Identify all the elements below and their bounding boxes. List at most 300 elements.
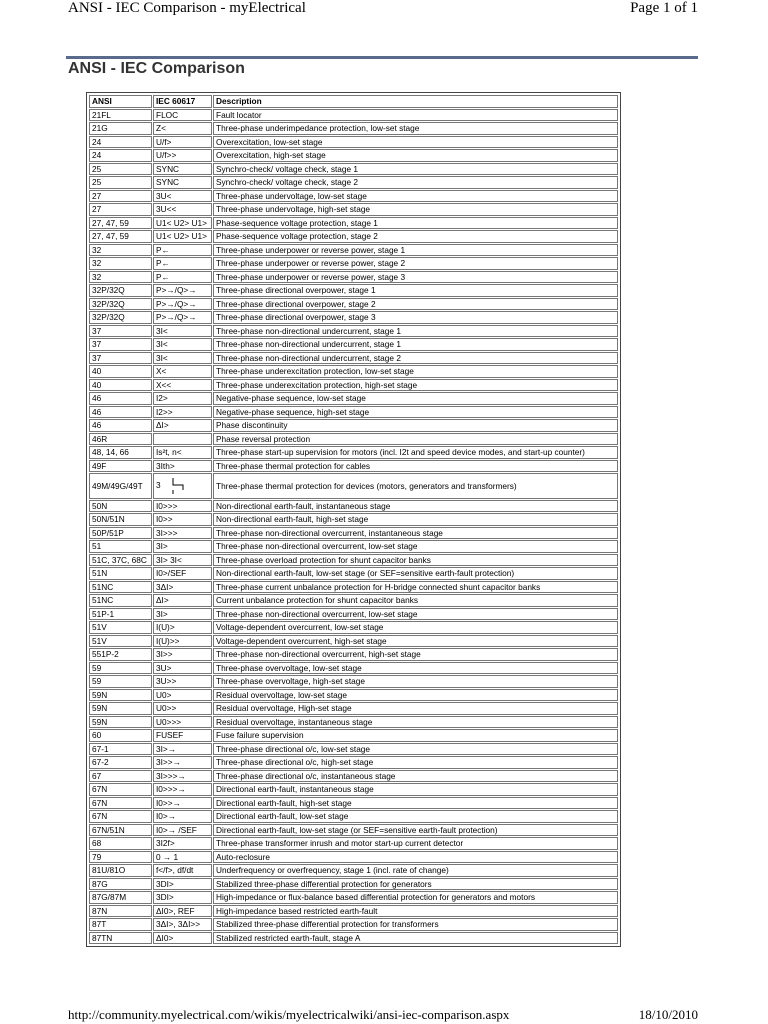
table-row <box>89 729 618 742</box>
cell-ansi <box>89 271 152 284</box>
cell-iec-text: 3U> <box>156 662 172 673</box>
cell-ansi <box>89 837 152 850</box>
cell-iec <box>153 824 212 837</box>
cell-iec-text: 3ΔI> <box>156 581 174 592</box>
cell-description <box>213 217 618 230</box>
cell-description-text: Three-phase overvoltage, high-set stage <box>216 676 365 686</box>
table-row <box>89 257 618 270</box>
cell-ansi-text: 67-2 <box>92 757 109 767</box>
table-row <box>89 338 618 351</box>
cell-iec-text: X<< <box>156 379 172 390</box>
cell-ansi <box>89 325 152 338</box>
cell-ansi <box>89 244 152 257</box>
cell-description <box>213 325 618 338</box>
table-row <box>89 379 618 392</box>
table-row <box>89 176 618 189</box>
cell-description <box>213 918 618 931</box>
cell-iec-text: 3I2f> <box>156 838 175 848</box>
cell-iec-text: I(U)> <box>156 622 175 632</box>
cell-iec-text: 3I> <box>156 541 168 551</box>
cell-ansi-text: 59N <box>92 716 108 727</box>
cell-ansi <box>89 932 152 945</box>
cell-iec <box>153 513 212 526</box>
print-date: 18/10/2010 <box>638 1007 698 1022</box>
cell-iec-text: U0>>> <box>156 716 182 727</box>
page-number: Page 1 of 1 <box>630 0 698 16</box>
cell-ansi <box>89 918 152 931</box>
table-row <box>89 864 618 877</box>
cell-ansi-text: 59N <box>92 703 108 713</box>
cell-iec <box>153 176 212 189</box>
cell-description <box>213 513 618 526</box>
cell-iec-text: SYNC <box>156 177 180 187</box>
cell-description <box>213 932 618 945</box>
table-row <box>89 716 618 729</box>
cell-iec-text: I0>→ <box>156 811 177 821</box>
cell-description <box>213 271 618 284</box>
cell-description <box>213 406 618 419</box>
cell-ansi <box>89 581 152 594</box>
cell-iec-text: 3I< <box>156 325 168 336</box>
cell-description-text: Three-phase directional o/c, instantaneous stage <box>216 770 396 781</box>
cell-description <box>213 648 618 661</box>
table-row <box>89 824 618 837</box>
cell-description <box>213 379 618 392</box>
cell-ansi <box>89 284 152 297</box>
cell-iec-text: P← <box>156 271 170 282</box>
cell-description-text: Three-phase directional overpower, stage 3 <box>216 312 376 322</box>
cell-iec <box>153 379 212 392</box>
cell-iec <box>153 878 212 891</box>
cell-iec <box>153 527 212 540</box>
cell-description-text: Three-phase overload protection for shunt capacitor banks <box>216 554 431 565</box>
table-row <box>89 770 618 783</box>
cell-description-text: Fuse failure supervision <box>216 730 304 740</box>
table-row <box>89 837 618 850</box>
cell-iec-text: X< <box>156 366 167 376</box>
cell-iec <box>153 271 212 284</box>
cell-iec <box>153 756 212 769</box>
cell-ansi-text: 32 <box>92 271 102 282</box>
cell-iec <box>153 702 212 715</box>
cell-description-text: Stabilized restricted earth-fault, stage A <box>216 932 361 943</box>
cell-description-text: Overexcitation, high-set stage <box>216 150 326 160</box>
cell-ansi-text: 25 <box>92 163 102 174</box>
cell-ansi <box>89 689 152 702</box>
cell-ansi <box>89 648 152 661</box>
cell-description <box>213 878 618 891</box>
cell-iec-text: 3I< <box>156 352 168 363</box>
cell-ansi-text: 32P/32Q <box>92 298 125 309</box>
table-header-row <box>89 95 618 108</box>
table-row <box>89 298 618 311</box>
cell-ansi <box>89 770 152 783</box>
cell-description <box>213 176 618 189</box>
table-row <box>89 648 618 661</box>
cell-ansi-text: 32 <box>92 244 102 255</box>
cell-description <box>213 257 618 270</box>
cell-ansi <box>89 298 152 311</box>
cell-description <box>213 864 618 877</box>
cell-description-text: Residual overvoltage, instantaneous stage <box>216 716 373 727</box>
cell-description <box>213 109 618 122</box>
cell-description <box>213 446 618 459</box>
table-row <box>89 365 618 378</box>
cell-description-text: Phase reversal protection <box>216 433 311 444</box>
table-row <box>89 122 618 135</box>
cell-iec <box>153 392 212 405</box>
table-row <box>89 392 618 405</box>
cell-ansi-text: 67N <box>92 784 108 794</box>
cell-ansi <box>89 729 152 742</box>
cell-iec-text: U1< U2> U1> <box>156 217 207 228</box>
source-url[interactable]: http://community.myelectrical.com/wikis/myelectricalwiki/ansi-iec-comparison.aspx <box>68 1007 510 1022</box>
cell-ansi-text: 37 <box>92 352 102 363</box>
cell-description-text: Residual overvoltage, High-set stage <box>216 703 352 713</box>
cell-description-text: Three-phase transformer inrush and motor start-up current detector <box>216 838 464 848</box>
cell-iec-text: I(U)>> <box>156 635 180 646</box>
cell-iec <box>153 648 212 661</box>
cell-iec <box>153 338 212 351</box>
cell-ansi-text: 87G/87M <box>92 892 127 902</box>
column-header-description: Description <box>213 95 618 108</box>
table-row <box>89 540 618 553</box>
cell-iec-text: U0> <box>156 689 172 700</box>
cell-ansi-text: 51C, 37C, 68C <box>92 554 147 565</box>
cell-iec-text: 0 → 1 <box>156 851 179 862</box>
cell-ansi-text: 48, 14, 66 <box>92 447 129 457</box>
cell-iec <box>153 190 212 203</box>
cell-iec-text: 3I> <box>156 608 168 619</box>
cell-description <box>213 824 618 837</box>
cell-ansi-text: 79 <box>92 851 102 862</box>
cell-ansi-text: 87G <box>92 878 108 889</box>
cell-iec-text: P← <box>156 258 170 268</box>
cell-iec-text: P>→/Q>→ <box>156 285 197 295</box>
cell-iec-text: P>→/Q>→ <box>156 312 197 322</box>
cell-ansi-text: 24 <box>92 136 102 147</box>
cell-iec <box>153 433 212 446</box>
cell-ansi-text: 46 <box>92 420 102 430</box>
cell-iec-text: I0>> <box>156 514 173 524</box>
cell-ansi-text: 24 <box>92 150 102 160</box>
cell-ansi <box>89 527 152 540</box>
cell-iec <box>153 581 212 594</box>
cell-ansi-text: 37 <box>92 339 102 349</box>
table-row <box>89 932 618 945</box>
cell-ansi <box>89 203 152 216</box>
title-rule <box>66 56 698 59</box>
cell-ansi <box>89 122 152 135</box>
cell-description-text: Three-phase non-directional undercurrent, stage 2 <box>216 352 401 363</box>
cell-description-text: Non-directional earth-fault, high-set stage <box>216 514 369 524</box>
table-row <box>89 581 618 594</box>
cell-iec-text: 3I< <box>156 339 168 349</box>
cell-iec <box>153 136 212 149</box>
cell-description <box>213 540 618 553</box>
cell-description-text: Phase-sequence voltage protection, stage 2 <box>216 231 378 241</box>
cell-description <box>213 810 618 823</box>
cell-ansi <box>89 621 152 634</box>
cell-iec-text: FUSEF <box>156 730 184 740</box>
cell-description-text: Stabilized three-phase differential protection for generators <box>216 878 432 889</box>
ansi-iec-table <box>88 94 619 945</box>
cell-description-text: Three-phase directional overpower, stage 1 <box>216 285 376 295</box>
cell-iec-text: 3U>> <box>156 676 177 686</box>
cell-description <box>213 190 618 203</box>
cell-iec <box>153 770 212 783</box>
cell-iec <box>153 864 212 877</box>
cell-description <box>213 244 618 257</box>
table-row <box>89 352 618 365</box>
cell-iec <box>153 257 212 270</box>
cell-ansi-text: 50P/51P <box>92 527 124 538</box>
cell-description-text: Phase discontinuity <box>216 420 288 430</box>
cell-description-text: Non-directional earth-fault, low-set stage (or SEF=sensitive earth-fault protection) <box>216 568 515 578</box>
cell-iec <box>153 298 212 311</box>
cell-description <box>213 284 618 297</box>
cell-ansi <box>89 702 152 715</box>
cell-description <box>213 365 618 378</box>
cell-iec <box>153 635 212 648</box>
table-row <box>89 311 618 324</box>
cell-description-text: Three-phase underimpedance protection, low-set stage <box>216 123 420 133</box>
cell-description <box>213 851 618 864</box>
cell-iec-text: 3I>>> <box>156 527 178 538</box>
cell-description-text: Three-phase non-directional overcurrent, low-set stage <box>216 541 418 551</box>
cell-iec-text: 3ΔI>, 3ΔI>> <box>156 919 201 929</box>
cell-description-text: Three-phase non-directional undercurrent, stage 1 <box>216 325 401 336</box>
cell-ansi <box>89 406 152 419</box>
cell-description <box>213 743 618 756</box>
cell-ansi <box>89 783 152 796</box>
cell-ansi-text: 51P-1 <box>92 608 115 619</box>
cell-ansi-text: 27 <box>92 204 102 214</box>
cell-ansi-text: 40 <box>92 379 102 390</box>
cell-iec-text: 3Ith> <box>156 460 175 471</box>
cell-description <box>213 837 618 850</box>
cell-description <box>213 163 618 176</box>
cell-ansi-text: 51 <box>92 541 102 551</box>
table-row <box>89 460 618 473</box>
cell-description <box>213 581 618 594</box>
table-row <box>89 419 618 432</box>
cell-ansi <box>89 473 152 499</box>
table-row <box>89 149 618 162</box>
cell-description-text: Three-phase undervoltage, high-set stage <box>216 204 371 214</box>
cell-description <box>213 527 618 540</box>
cell-ansi-text: 46 <box>92 406 102 417</box>
cell-description <box>213 149 618 162</box>
cell-description-text: Three-phase directional o/c, high-set stage <box>216 757 374 767</box>
cell-ansi <box>89 460 152 473</box>
cell-description-text: Directional earth-fault, low-set stage <box>216 811 349 821</box>
cell-description-text: Stabilized three-phase differential protection for transformers <box>216 919 439 929</box>
cell-ansi-text: 87N <box>92 905 108 916</box>
cell-description-text: Residual overvoltage, low-set stage <box>216 689 347 700</box>
cell-ansi-text: 32P/32Q <box>92 285 125 295</box>
cell-iec <box>153 244 212 257</box>
cell-description-text: Three-phase underexcitation protection, high-set stage <box>216 379 418 390</box>
cell-ansi <box>89 878 152 891</box>
cell-ansi-text: 87TN <box>92 932 113 943</box>
cell-iec-text: ΔI> <box>156 420 169 430</box>
table-row <box>89 702 618 715</box>
table-row <box>89 797 618 810</box>
cell-iec <box>153 567 212 580</box>
cell-iec <box>153 891 212 904</box>
cell-ansi-text: 27, 47, 59 <box>92 217 129 228</box>
cell-iec-text: I0>/SEF <box>156 568 187 578</box>
cell-description <box>213 567 618 580</box>
cell-ansi-text: 51V <box>92 622 107 632</box>
table-row <box>89 203 618 216</box>
cell-iec-text: SYNC <box>156 163 180 174</box>
cell-iec <box>153 406 212 419</box>
cell-description-text: Directional earth-fault, instantaneous stage <box>216 784 374 794</box>
cell-description <box>213 797 618 810</box>
cell-iec <box>153 540 212 553</box>
thermal-symbol-icon <box>165 477 189 495</box>
cell-iec-text: I0>>> <box>156 500 178 511</box>
table-row <box>89 594 618 607</box>
cell-ansi-text: 27 <box>92 190 102 201</box>
cell-ansi <box>89 756 152 769</box>
cell-description-text: Three-phase current unbalance protection for H-bridge connected shunt capacitor banks <box>216 581 541 592</box>
cell-iec-text: ΔI0> <box>156 932 174 943</box>
cell-description <box>213 338 618 351</box>
cell-description-text: Directional earth-fault, high-set stage <box>216 797 352 808</box>
cell-iec-text: U/f> <box>156 136 172 147</box>
cell-iec-text: 3I>> <box>156 649 173 659</box>
cell-ansi <box>89 891 152 904</box>
cell-iec <box>153 217 212 230</box>
cell-iec <box>153 608 212 621</box>
table-row <box>89 621 618 634</box>
cell-ansi <box>89 109 152 122</box>
cell-description-text: Synchro-check/ voltage check, stage 2 <box>216 177 359 187</box>
cell-description <box>213 756 618 769</box>
cell-ansi <box>89 662 152 675</box>
table-row <box>89 473 618 499</box>
cell-iec <box>153 365 212 378</box>
cell-iec-text: P← <box>156 244 170 255</box>
page-header <box>68 0 698 20</box>
cell-iec <box>153 473 212 499</box>
cell-iec-text: I0>>>→ <box>156 784 186 794</box>
cell-ansi <box>89 230 152 243</box>
cell-ansi <box>89 743 152 756</box>
cell-iec-text: U1< U2> U1> <box>156 231 207 241</box>
cell-ansi-text: 32P/32Q <box>92 312 125 322</box>
cell-iec-text: Z< <box>156 123 166 133</box>
table-row <box>89 675 618 688</box>
cell-iec-text: ΔI0>, REF <box>156 905 195 916</box>
cell-iec-text: U0>> <box>156 703 177 713</box>
cell-ansi-text: 51NC <box>92 581 114 592</box>
cell-description-text: Three-phase overvoltage, low-set stage <box>216 662 362 673</box>
cell-description <box>213 905 618 918</box>
table-row <box>89 567 618 580</box>
browser-page-title: ANSI - IEC Comparison - myElectrical <box>68 0 306 16</box>
cell-description <box>213 621 618 634</box>
cell-ansi-text: 67-1 <box>92 743 109 754</box>
cell-description-text: Three-phase underpower or reverse power, stage 3 <box>216 271 406 282</box>
cell-iec-text: 3U< <box>156 190 172 201</box>
cell-ansi-text: 37 <box>92 325 102 336</box>
cell-ansi <box>89 419 152 432</box>
cell-description-text: Current unbalance protection for shunt capacitor banks <box>216 595 419 605</box>
cell-ansi-text: 67N <box>92 811 108 821</box>
cell-ansi <box>89 797 152 810</box>
cell-ansi-text: 59 <box>92 662 102 673</box>
cell-description-text: Fault locator <box>216 109 262 120</box>
table-row <box>89 810 618 823</box>
cell-iec <box>153 203 212 216</box>
cell-description-text: Three-phase undervoltage, low-set stage <box>216 190 367 201</box>
cell-iec <box>153 419 212 432</box>
cell-ansi-text: 32 <box>92 258 102 268</box>
cell-iec-text: 3I>>→ <box>156 757 181 767</box>
cell-iec-text: I0>>→ <box>156 797 181 808</box>
cell-iec-text: P>→/Q>→ <box>156 298 197 309</box>
cell-description <box>213 352 618 365</box>
cell-description-text: Three-phase underpower or reverse power, stage 1 <box>216 244 406 255</box>
cell-description-text: Negative-phase sequence, low-set stage <box>216 393 366 403</box>
cell-description-text: Three-phase thermal protection for cables <box>216 460 371 471</box>
cell-ansi-text: 51NC <box>92 595 114 605</box>
cell-ansi <box>89 608 152 621</box>
table-row <box>89 500 618 513</box>
cell-iec <box>153 554 212 567</box>
cell-iec-text: 3I> 3I< <box>156 554 182 565</box>
cell-iec <box>153 311 212 324</box>
table-row <box>89 689 618 702</box>
cell-description-text: Overexcitation, low-set stage <box>216 136 323 147</box>
cell-description <box>213 122 618 135</box>
cell-description-text: Voltage-dependent overcurrent, high-set stage <box>216 635 387 646</box>
cell-ansi-text: 49F <box>92 460 107 471</box>
cell-description-text: Non-directional earth-fault, instantaneous stage <box>216 500 391 511</box>
cell-description-text: High-impedance or flux-balance based differential protection for generators and motors <box>216 892 535 902</box>
cell-description <box>213 675 618 688</box>
cell-ansi <box>89 338 152 351</box>
cell-iec-text: 3I>→ <box>156 743 177 754</box>
cell-ansi <box>89 163 152 176</box>
cell-iec-text: U/f>> <box>156 150 177 160</box>
cell-description-text: Negative-phase sequence, high-set stage <box>216 406 370 417</box>
cell-iec-text: I2> <box>156 393 168 403</box>
cell-ansi-text: 67N <box>92 797 108 808</box>
cell-description-text: Synchro-check/ voltage check, stage 1 <box>216 163 359 174</box>
cell-ansi <box>89 257 152 270</box>
cell-iec <box>153 500 212 513</box>
cell-iec <box>153 797 212 810</box>
table-row <box>89 851 618 864</box>
cell-description-text: Three-phase non-directional overcurrent, instantaneous stage <box>216 527 443 538</box>
cell-iec <box>153 675 212 688</box>
cell-description <box>213 473 618 499</box>
cell-iec <box>153 122 212 135</box>
cell-iec <box>153 284 212 297</box>
table-row <box>89 635 618 648</box>
cell-ansi <box>89 635 152 648</box>
cell-ansi <box>89 824 152 837</box>
cell-ansi-text: 51N <box>92 568 108 578</box>
cell-iec <box>153 743 212 756</box>
cell-ansi-text: 67 <box>92 770 102 781</box>
cell-description <box>213 136 618 149</box>
